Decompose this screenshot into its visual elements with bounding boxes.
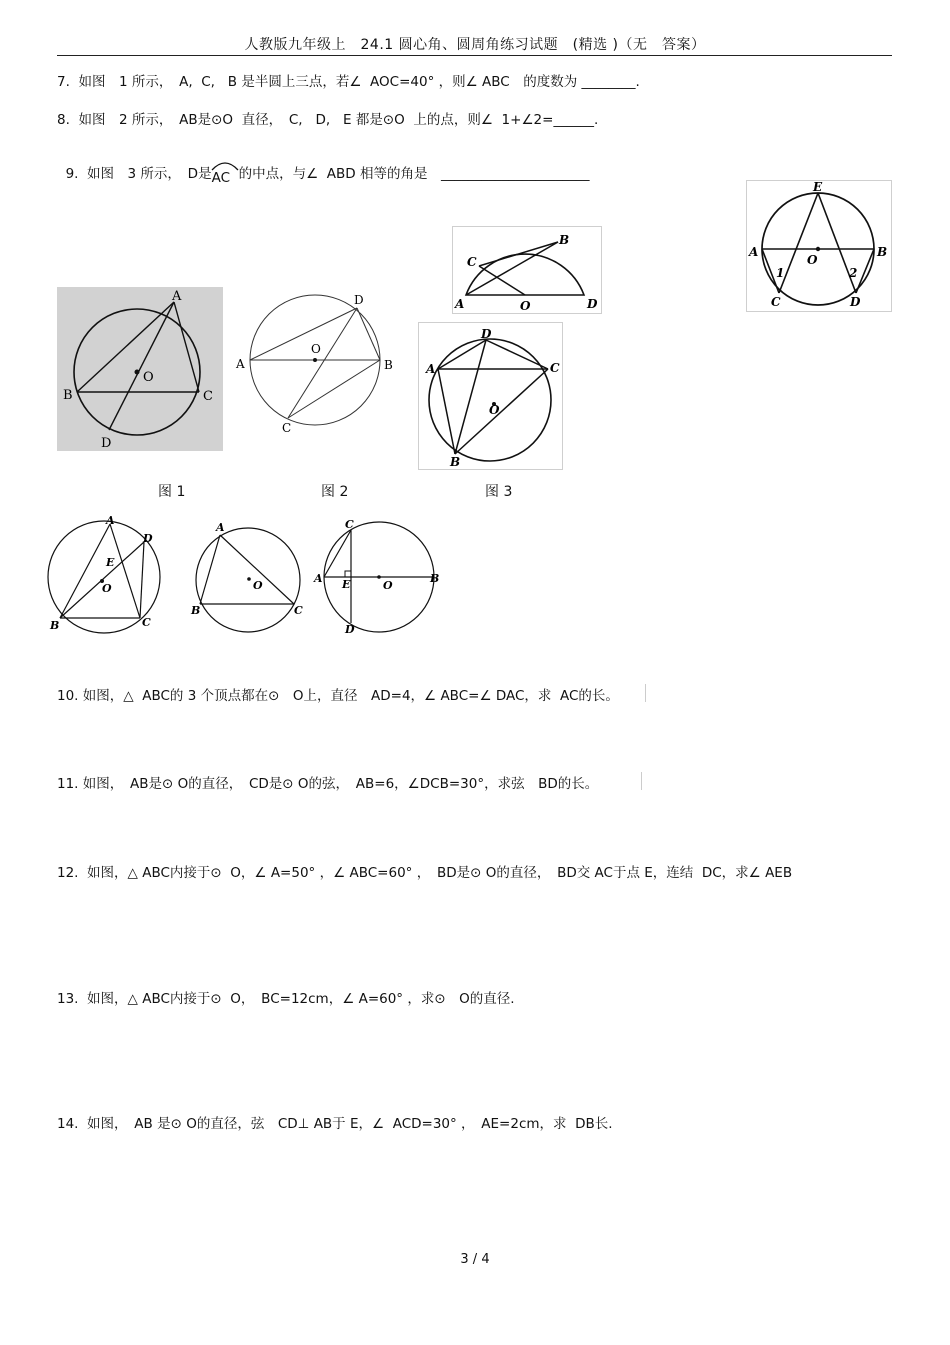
question-12: 12. 如图，△ ABC内接于⊙ O，∠ A=50° ，∠ ABC=60° ， BD是⊙ O的直径， BD交 AC于点 E，连结 DC，求∠ AEB bbox=[57, 865, 793, 881]
figure-2-label-d: D bbox=[354, 293, 364, 307]
question-11-edge-mark bbox=[641, 772, 642, 790]
figure-angles-label-d: D bbox=[850, 295, 861, 309]
figure-angles-label-e: E bbox=[813, 180, 823, 194]
figure-q10-label-b: B bbox=[50, 619, 60, 632]
figure-angles-label-2: 2 bbox=[849, 266, 858, 280]
figure-3-frame bbox=[419, 323, 563, 470]
figure-q10 bbox=[44, 514, 166, 638]
figure-1-label-o: O bbox=[143, 370, 154, 385]
figure-semicircle-label-d: D bbox=[587, 297, 598, 311]
figure-angles-label-b: B bbox=[877, 245, 888, 259]
header-rule bbox=[57, 55, 892, 56]
figure-q12-right-angle bbox=[345, 571, 351, 577]
question-9-text-after: 的中点，与∠ ABD 相等的角是 ______________________ bbox=[230, 166, 590, 182]
figure-2-label-o: O bbox=[311, 342, 321, 356]
figure-2-chord-cb bbox=[288, 360, 380, 418]
figure-1-label-a: A bbox=[172, 289, 182, 304]
figure-2-chord-db bbox=[357, 308, 380, 360]
page-number: 3 / 4 bbox=[460, 1252, 490, 1267]
figure-q11-label-o: O bbox=[253, 579, 263, 592]
figure-3-circle bbox=[429, 339, 551, 461]
figure-2-label-b: B bbox=[384, 358, 393, 372]
figure-1-caption: 图 1 bbox=[158, 484, 186, 500]
figure-q11-label-c: C bbox=[294, 604, 303, 617]
figure-q10-label-d: D bbox=[143, 532, 153, 545]
figure-2-caption: 图 2 bbox=[321, 484, 349, 500]
figure-1-label-d: D bbox=[101, 436, 112, 451]
figure-semicircle-label-a: A bbox=[455, 297, 465, 311]
figure-q10-label-o: O bbox=[102, 582, 112, 595]
figure-1-center-dot bbox=[135, 370, 140, 375]
figure-angles-label-o: O bbox=[807, 253, 818, 267]
figure-q10-chord-dc bbox=[140, 542, 144, 618]
figure-angles-frame bbox=[747, 181, 892, 312]
page-header: 人教版九年级上 24.1 圆心角、圆周角练习试题 (精选 )（无 答案） bbox=[244, 37, 706, 53]
figure-angles-chord-bd bbox=[856, 249, 874, 293]
figure-q11-chord-ac bbox=[220, 535, 294, 604]
figure-q11 bbox=[188, 516, 306, 634]
figure-angles-label-c: C bbox=[771, 295, 781, 309]
question-9-text-before: 9. 如图 3 所示， D是 bbox=[65, 166, 212, 182]
figure-angles-label-1: 1 bbox=[776, 266, 785, 280]
figure-semicircle-radius-oc bbox=[479, 266, 525, 295]
figure-1-label-b: B bbox=[63, 388, 73, 403]
figure-q10-chord-ab bbox=[60, 524, 110, 618]
figure-q11-center-dot bbox=[247, 577, 251, 581]
figure-2-label-c: C bbox=[282, 421, 292, 435]
figure-semicircle-label-c: C bbox=[467, 255, 477, 269]
figure-q10-chord-ac bbox=[110, 524, 140, 618]
arc-ac-symbol bbox=[211, 166, 231, 186]
figure-semicircle-label-b: B bbox=[559, 233, 570, 247]
figure-1-label-c: C bbox=[203, 389, 213, 404]
figure-q12-label-d: D bbox=[345, 623, 355, 636]
figure-semicircle-label-o: O bbox=[520, 299, 531, 313]
figure-angles-label-a: A bbox=[749, 245, 759, 259]
figure-q12-label-e: E bbox=[342, 578, 351, 591]
figure-3-caption: 图 3 bbox=[485, 484, 513, 500]
figure-3-label-b: B bbox=[450, 455, 461, 469]
figure-2-label-a: A bbox=[236, 357, 245, 371]
figure-2 bbox=[232, 290, 397, 440]
figure-q11-label-b: B bbox=[191, 604, 201, 617]
figure-q12-label-c: C bbox=[345, 518, 354, 531]
question-9 bbox=[57, 146, 590, 186]
figure-3-chord-bd bbox=[455, 340, 486, 454]
question-14: 14. 如图， AB 是⊙ O的直径，弦 CD⊥ AB于 E，∠ ACD=30° ， AE=2cm，求 DB长. bbox=[57, 1116, 613, 1132]
figure-q12-label-b: B bbox=[430, 572, 440, 585]
figure-angles bbox=[746, 180, 892, 312]
figure-1 bbox=[57, 287, 223, 451]
figure-3-label-o: O bbox=[489, 403, 500, 417]
question-8: 8. 如图 2 所示， AB是⊙O 直径， C, D, E 都是⊙O 上的点，则∠ 1+∠2=______. bbox=[57, 112, 599, 128]
figure-q10-label-e: E bbox=[106, 556, 115, 569]
figure-angles-center-dot bbox=[816, 247, 820, 251]
figure-q12-chord-ac bbox=[324, 530, 351, 577]
question-10: 10. 如图，△ ABC的 3 个顶点都在⊙ O上，直径 AD=4，∠ ABC=∠ DAC，求 AC的长。 bbox=[57, 688, 619, 704]
figure-q12 bbox=[313, 516, 441, 636]
figure-semicircle-chord-cb bbox=[479, 242, 558, 266]
figure-semicircle bbox=[452, 226, 602, 314]
figure-angles-chord-ec bbox=[779, 193, 818, 293]
figure-3-chord-ab bbox=[438, 369, 455, 454]
figure-q12-label-a: A bbox=[314, 572, 323, 585]
question-11: 11. 如图， AB是⊙ O的直径， CD是⊙ O的弦， AB=6，∠DCB=30°，求弦 BD的长。 bbox=[57, 776, 599, 792]
figure-2-center-dot bbox=[313, 358, 317, 362]
question-13: 13. 如图，△ ABC内接于⊙ O， BC=12cm，∠ A=60° ，求⊙ O的直径. bbox=[57, 991, 515, 1007]
figure-q12-center-dot bbox=[377, 575, 381, 579]
figure-q11-label-a: A bbox=[216, 521, 225, 534]
figure-q10-label-a: A bbox=[106, 514, 115, 527]
figure-q12-label-o: O bbox=[383, 579, 393, 592]
question-10-edge-mark bbox=[645, 684, 646, 702]
figure-3-chord-dc bbox=[486, 340, 548, 369]
arc-ac-label: AC bbox=[211, 170, 231, 186]
figure-q10-label-c: C bbox=[142, 616, 151, 629]
question-7: 7. 如图 1 所示， A, C, B 是半圆上三点，若∠ AOC=40° ，则∠ ABC 的度数为 ________. bbox=[57, 74, 640, 90]
figure-3-label-a: A bbox=[426, 362, 436, 376]
figure-3-label-d: D bbox=[481, 327, 492, 341]
figure-3-label-c: C bbox=[550, 361, 560, 375]
figure-3 bbox=[418, 322, 563, 470]
